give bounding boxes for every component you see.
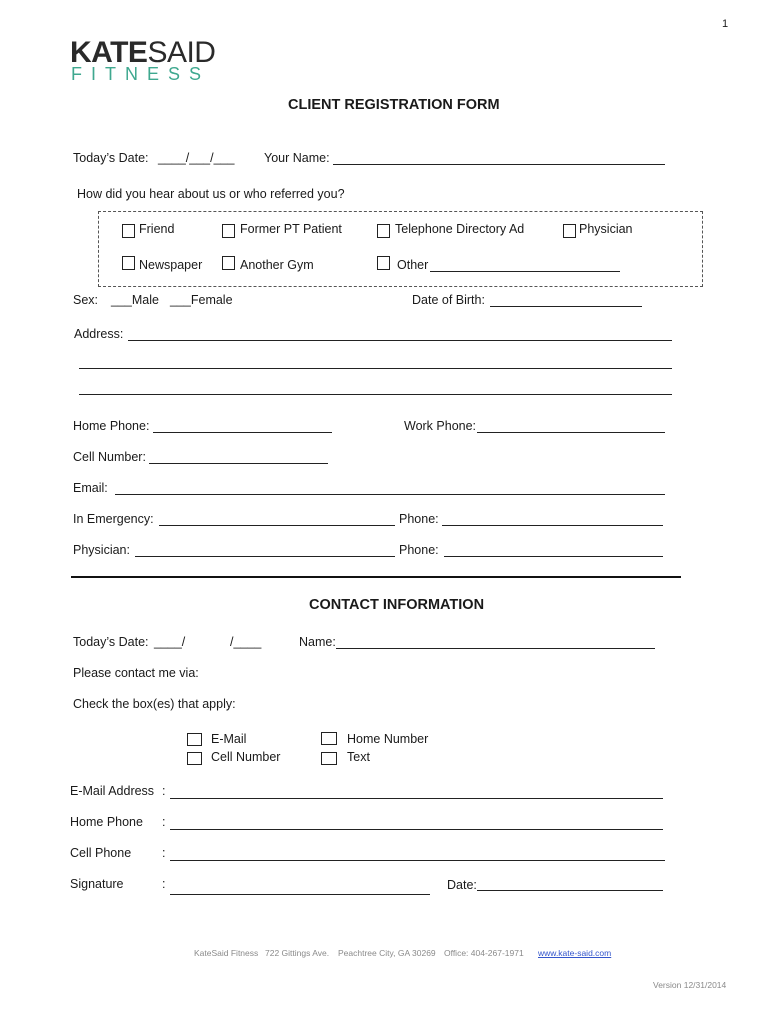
todays-date-label: Today’s Date: [73, 151, 149, 165]
home-phone-label: Home Phone: [73, 419, 150, 433]
email-field[interactable] [115, 494, 665, 495]
footer-website-link[interactable]: www.kate-said.com [538, 948, 612, 958]
text-checkbox[interactable] [321, 752, 337, 765]
signature-date-label: Date: [447, 878, 477, 892]
physician-name-field[interactable] [135, 556, 395, 557]
footer-city: Peachtree City, GA 30269 [338, 948, 436, 958]
work-phone-field[interactable] [477, 432, 665, 433]
footer-company: KateSaid Fitness [194, 948, 259, 958]
work-phone-label: Work Phone: [404, 419, 477, 433]
contact-name-label: Name: [299, 635, 336, 649]
section-divider [71, 576, 681, 578]
friend-label: Friend [139, 222, 175, 236]
cell-number-label: Cell Number: [73, 450, 146, 464]
page-number: 1 [722, 18, 729, 30]
check-boxes-label: Check the box(es) that apply: [73, 697, 236, 711]
home-number-checkbox[interactable] [321, 732, 337, 745]
emergency-phone-field[interactable] [442, 525, 663, 526]
telephone-directory-label: Telephone Directory Ad [395, 222, 525, 236]
contact-title: CONTACT INFORMATION [309, 597, 485, 613]
logo-subtitle: FITNESS [71, 64, 211, 84]
other-checkbox[interactable] [377, 256, 390, 270]
emergency-contact-field[interactable] [159, 525, 395, 526]
text-option-label: Text [347, 750, 370, 764]
physician-label: Physician [579, 222, 633, 236]
address-label: Address: [74, 327, 124, 341]
emergency-label: In Emergency: [73, 512, 154, 526]
address-line-1[interactable] [128, 340, 672, 341]
cell-number-checkbox[interactable] [187, 752, 202, 765]
contact-home-phone-label: Home Phone [70, 815, 143, 829]
former-pt-patient-label: Former PT Patient [240, 222, 342, 236]
email-label: Email: [73, 481, 108, 495]
contact-cell-phone-field[interactable] [170, 860, 665, 861]
address-line-2[interactable] [79, 368, 672, 369]
physician-phone-field[interactable] [444, 556, 663, 557]
home-phone-colon: : [162, 815, 166, 829]
registration-title: CLIENT REGISTRATION FORM [288, 97, 500, 113]
female-option[interactable]: ___Female [170, 293, 233, 307]
contact-date-label: Today’s Date: [73, 635, 149, 649]
dob-field[interactable] [490, 306, 642, 307]
sex-label: Sex: [73, 293, 99, 307]
another-gym-checkbox[interactable] [222, 256, 235, 270]
other-field[interactable] [430, 271, 620, 272]
your-name-field[interactable] [333, 164, 665, 165]
email-address-colon: : [162, 784, 166, 798]
other-label: Other [397, 258, 429, 272]
your-name-label: Your Name: [264, 151, 330, 165]
footer-address: 722 Gittings Ave. [265, 948, 330, 958]
dob-label: Date of Birth: [412, 293, 485, 307]
contact-name-field[interactable] [336, 648, 655, 649]
male-option[interactable]: ___Male [111, 293, 159, 307]
physician-checkbox[interactable] [563, 224, 576, 238]
home-phone-field[interactable] [153, 432, 332, 433]
referral-question: How did you hear about us or who referred you? [77, 187, 345, 201]
friend-checkbox[interactable] [122, 224, 135, 238]
logo-word-said: SAID [147, 36, 216, 69]
address-line-3[interactable] [79, 394, 672, 395]
telephone-directory-checkbox[interactable] [377, 224, 390, 238]
physician-phone-label: Phone: [399, 543, 439, 557]
another-gym-label: Another Gym [240, 258, 314, 272]
newspaper-label: Newspaper [139, 258, 203, 272]
emergency-phone-label: Phone: [399, 512, 439, 526]
footer-version: Version 12/31/2014 [653, 980, 727, 990]
contact-home-phone-field[interactable] [170, 829, 663, 830]
todays-date-field[interactable]: ____/___/___ [158, 151, 235, 165]
physician-name-label: Physician: [73, 543, 130, 557]
cell-number-field[interactable] [149, 463, 328, 464]
former-pt-patient-checkbox[interactable] [222, 224, 235, 238]
signature-field[interactable] [170, 894, 430, 895]
contact-cell-phone-label: Cell Phone [70, 846, 132, 860]
contact-date-field-1[interactable]: ____/ [154, 635, 186, 649]
newspaper-checkbox[interactable] [122, 256, 135, 270]
contact-date-field-2[interactable]: /____ [230, 635, 262, 649]
contact-via-label: Please contact me via: [73, 666, 199, 680]
cell-number-option-label: Cell Number [211, 750, 281, 764]
email-checkbox[interactable] [187, 733, 202, 746]
email-address-label: E-Mail Address [70, 784, 155, 798]
footer-office: Office: 404-267-1971 [444, 948, 524, 958]
signature-date-field[interactable] [477, 890, 663, 891]
email-address-field[interactable] [170, 798, 663, 799]
email-option-label: E-Mail [211, 732, 247, 746]
logo-word-kate: KATE [70, 36, 148, 69]
signature-label: Signature [70, 877, 124, 891]
cell-phone-colon: : [162, 846, 166, 860]
home-number-option-label: Home Number [347, 732, 429, 746]
signature-colon: : [162, 877, 166, 891]
